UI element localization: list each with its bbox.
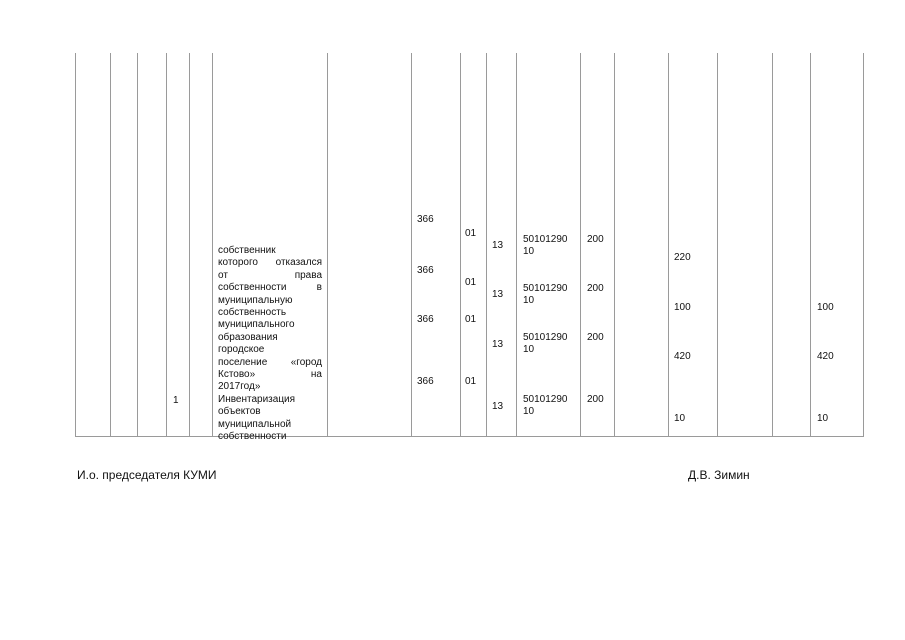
table-column-rule <box>580 53 581 437</box>
description-line: от права <box>218 269 322 281</box>
table-column-rule <box>772 53 773 437</box>
subsection-code: 13 <box>492 401 504 412</box>
table-column-rule <box>717 53 718 437</box>
table-column-rule <box>668 53 669 437</box>
section-code: 01 <box>465 277 477 288</box>
description-line: Инвентаризация <box>218 393 296 405</box>
target-article-code-suffix: 10 <box>523 246 535 257</box>
target-article-code-suffix: 10 <box>523 344 535 355</box>
target-article-code: 50101290 <box>523 283 568 294</box>
amount-column-2: 100 <box>817 302 834 313</box>
description-line: собственность <box>218 307 287 319</box>
table-column-rule <box>110 53 111 437</box>
grbs-code: 366 <box>417 265 434 276</box>
description-line: собственности <box>218 431 287 443</box>
table-column-rule <box>137 53 138 437</box>
description-line: объектов <box>218 406 261 418</box>
target-article-code: 50101290 <box>523 394 568 405</box>
table-column-rule <box>614 53 615 437</box>
table-column-rule <box>189 53 190 437</box>
table-column-rule <box>166 53 167 437</box>
table-column-rule <box>212 53 213 437</box>
expense-type-code: 200 <box>587 234 604 245</box>
expense-type-code: 200 <box>587 332 604 343</box>
row-number: 1 <box>173 395 179 406</box>
amount-column-2: 420 <box>817 351 834 362</box>
target-article-code: 50101290 <box>523 234 568 245</box>
table-column-rule <box>486 53 487 437</box>
signature-name: Д.В. Зимин <box>688 468 750 482</box>
table-column-rule <box>516 53 517 437</box>
amount-column-1: 220 <box>674 252 691 263</box>
subsection-code: 13 <box>492 289 504 300</box>
description-line: которого отказался <box>218 257 322 269</box>
amount-column-1: 420 <box>674 351 691 362</box>
expense-type-code: 200 <box>587 394 604 405</box>
table-bottom-rule <box>75 436 864 437</box>
table-column-rule <box>810 53 811 437</box>
description-line: образования <box>218 331 278 343</box>
description-line: муниципальной <box>218 418 292 430</box>
grbs-code: 366 <box>417 376 434 387</box>
target-article-code: 50101290 <box>523 332 568 343</box>
section-code: 01 <box>465 314 477 325</box>
table-column-rule <box>863 53 864 437</box>
amount-column-2: 10 <box>817 413 829 424</box>
grbs-code: 366 <box>417 314 434 325</box>
target-article-code-suffix: 10 <box>523 295 535 306</box>
table-column-rule <box>460 53 461 437</box>
section-code: 01 <box>465 228 477 239</box>
amount-column-1: 10 <box>674 413 686 424</box>
description-line: муниципальную <box>218 294 293 306</box>
signature-position: И.о. председателя КУМИ <box>77 468 217 482</box>
description-line: собственности в <box>218 282 322 294</box>
target-article-code-suffix: 10 <box>523 406 535 417</box>
item-description <box>218 245 322 444</box>
description-line: Кстово» на <box>218 369 322 381</box>
table-column-rule <box>411 53 412 437</box>
expense-type-code: 200 <box>587 283 604 294</box>
amount-column-1: 100 <box>674 302 691 313</box>
grbs-code: 366 <box>417 214 434 225</box>
description-line: городское <box>218 344 265 356</box>
description-line: 2017год» <box>218 381 261 393</box>
subsection-code: 13 <box>492 339 504 350</box>
description-line: поселение «город <box>218 356 322 368</box>
subsection-code: 13 <box>492 240 504 251</box>
description-line: собственник <box>218 245 276 256</box>
table-column-rule <box>75 53 76 437</box>
section-code: 01 <box>465 376 477 387</box>
description-line: муниципального <box>218 319 295 331</box>
table-column-rule <box>327 53 328 437</box>
